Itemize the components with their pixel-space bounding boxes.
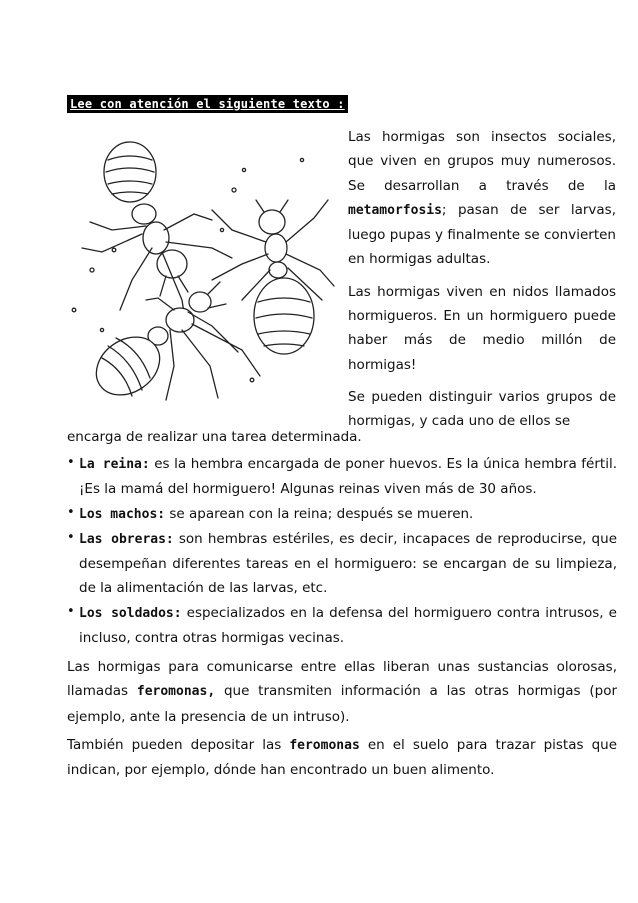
page-header: Lee con atención el siguiente texto : — [67, 95, 348, 113]
bullet-dot-icon: • — [67, 529, 75, 545]
ant-groups-list — [67, 452, 617, 650]
keyword-feromonas: feromonas — [289, 738, 360, 753]
paragraph-feromonas-1: Las hormigas para comunicarse entre ellas liberan unas sustancias olorosas, llamadas feromonas, que transmiten información a las otras hormigas (por ejemplo, ante la presencia de un intruso). — [67, 659, 618, 725]
ants-illustration — [62, 130, 340, 412]
bullet-dot-icon: • — [67, 504, 75, 520]
bullet-dot-icon: • — [67, 603, 75, 619]
list-item: • Los machos: se aparean con la reina; después se mueren. — [67, 502, 617, 527]
intro-paragraph-2: Las hormigas viven en nidos llamados hormigueros. En un hormiguero puede haber más de medio millón de hormigas! — [348, 283, 616, 373]
keyword-feromonas: feromonas, — [136, 684, 216, 700]
intro-column — [348, 125, 616, 434]
intro-paragraph-3: Se pueden distinguir varios grupos de hormigas, y cada uno de ellos se — [348, 388, 616, 430]
keyword-metamorfosis: metamorfosis — [348, 202, 442, 218]
list-item: • La reina: es la hembra encargada de poner huevos. Es la única hembra fértil. ¡Es la mamá del hormiguero! Algunas reinas viven más de 30 años. — [67, 452, 617, 502]
list-item: • Las obreras: son hembras estériles, es decir, incapaces de reproducirse, que desempeñan diferentes tareas en el hormiguero: se encargan de su limpieza, de la alimentación de las larvas, etc. — [67, 527, 617, 601]
bullet-dot-icon: • — [67, 455, 75, 470]
intro-paragraph-3-continuation: encarga de realizar una tarea determinada. — [67, 429, 362, 445]
intro-paragraph-1: Las hormigas son insectos sociales, que viven en grupos muy numerosos. Se desarrollan a través de la metamorfosis; pasan de ser larvas, luego pupas y finalmente se convierten en hormigas adultas. — [348, 129, 616, 268]
list-item: • Los soldados: especializados en la defensa del hormiguero contra intrusos, e incluso, contra otras hormigas vecinas. — [67, 601, 617, 651]
paragraph-feromonas-2: También pueden depositar las feromonas en el suelo para trazar pistas que indican, por ejemplo, dónde han encontrado un buen alimento. — [67, 737, 617, 779]
